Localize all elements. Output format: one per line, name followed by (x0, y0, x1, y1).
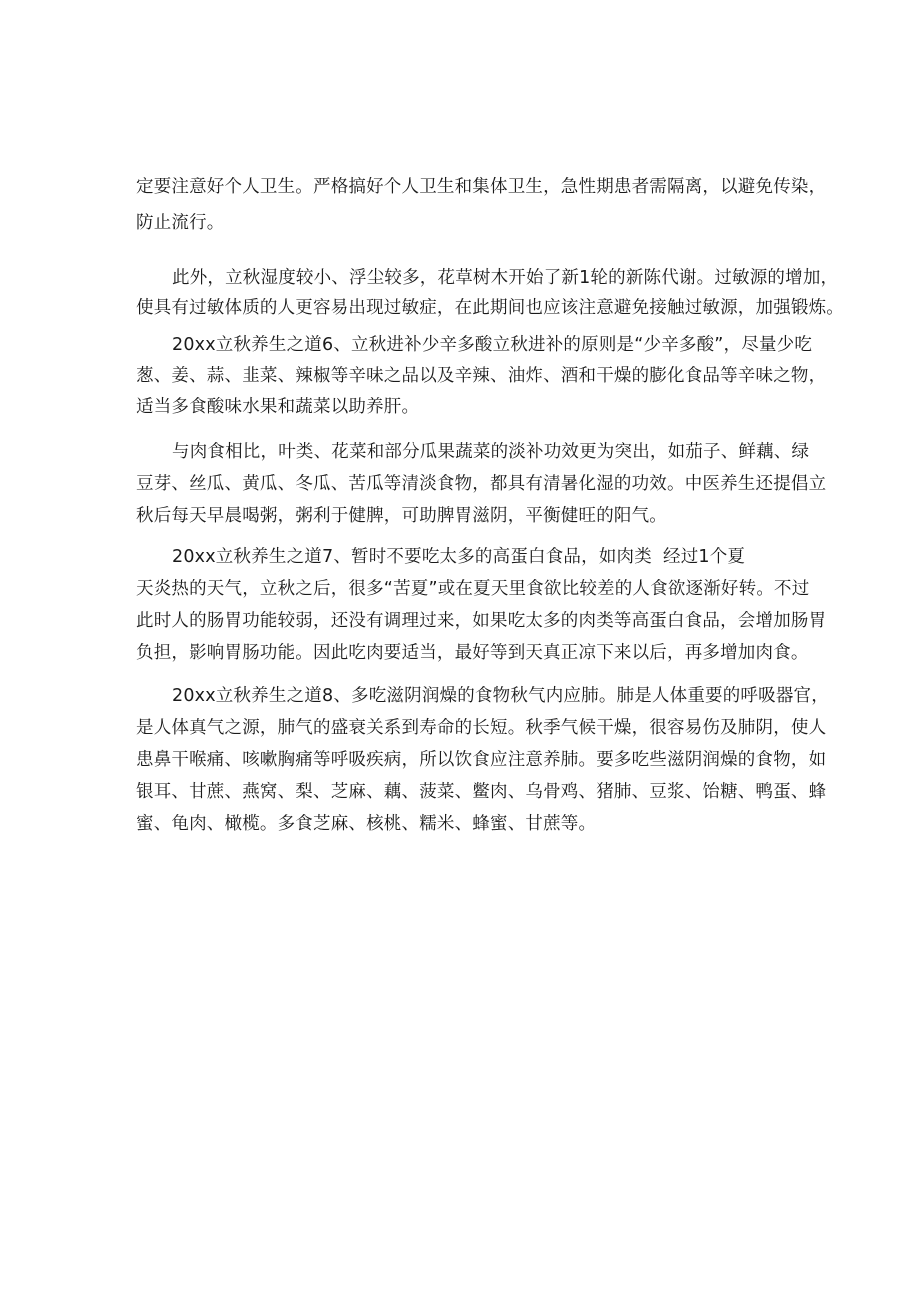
text-line: 20xx立秋养生之道6、立秋进补少辛多酸立秋进补的原则是“少辛多酸”，尽量少吃 (172, 335, 813, 355)
text-line: 豆芽、丝瓜、黄瓜、冬瓜、苦瓜等清淡食物，都具有清暑化湿的功效。中医养生还提倡立 (136, 474, 827, 494)
text-line: 20xx立秋养生之道8、多吃滋阴润燥的食物秋气内应肺。肺是人体重要的呼吸器官， (172, 686, 829, 706)
text-line-fragment: 经过1个夏 (663, 547, 746, 567)
text-line: 蜜、龟肉、橄榄。多食芝麻、核桃、糯米、蜂蜜、甘蔗等。 (136, 814, 597, 834)
text-line: 秋后每天早晨喝粥，粥利于健脾，可助脾胃滋阴，平衡健旺的阳气。 (136, 506, 667, 526)
text-line: 20xx立秋养生之道7、暂时不要吃太多的高蛋白食品，如肉类 (172, 547, 652, 567)
text-line: 与肉食相比，叶类、花菜和部分瓜果蔬菜的淡补功效更为突出，如茄子、鲜藕、绿 (172, 442, 810, 462)
text-line: 天炎热的天气，立秋之后，很多“苦夏”或在夏天里食欲比较差的人食欲逐渐好转。不过 (136, 579, 810, 599)
text-line: 负担，影响胃肠功能。因此吃肉要适当，最好等到天真正凉下来以后，再多增加肉食。 (136, 643, 809, 663)
text-line: 定要注意好个人卫生。严格搞好个人卫生和集体卫生，急性期患者需隔离，以避免传染， (136, 177, 827, 197)
text-line: 患鼻干喉痛、咳嗽胸痛等呼吸疾病，所以饮食应注意养肺。要多吃些滋阴润燥的食物，如 (136, 750, 827, 770)
text-line: 此时人的肠胃功能较弱，还没有调理过来，如果吃太多的肉类等高蛋白食品，会增加肠胃 (136, 611, 827, 631)
text-line: 此外，立秋湿度较小、浮尘较多，花草树木开始了新1轮的新陈代谢。过敏源的增加， (172, 268, 839, 288)
text-line: 适当多食酸味水果和蔬菜以助养肝。 (136, 397, 420, 417)
text-line: 银耳、甘蔗、燕窝、梨、芝麻、藕、菠菜、鳖肉、乌骨鸡、猪肺、豆浆、饴糖、鸭蛋、蜂 (136, 782, 827, 802)
text-line: 葱、姜、蒜、韭菜、辣椒等辛味之品以及辛辣、油炸、酒和干燥的膨化食品等辛味之物， (136, 366, 827, 386)
text-line: 是人体真气之源，肺气的盛衰关系到寿命的长短。秋季气候干燥，很容易伤及肺阴，使人 (136, 718, 827, 738)
text-line: 使具有过敏体质的人更容易出现过敏症，在此期间也应该注意避免接触过敏源，加强锻炼。 (136, 298, 844, 318)
text-line: 防止流行。 (136, 213, 225, 233)
